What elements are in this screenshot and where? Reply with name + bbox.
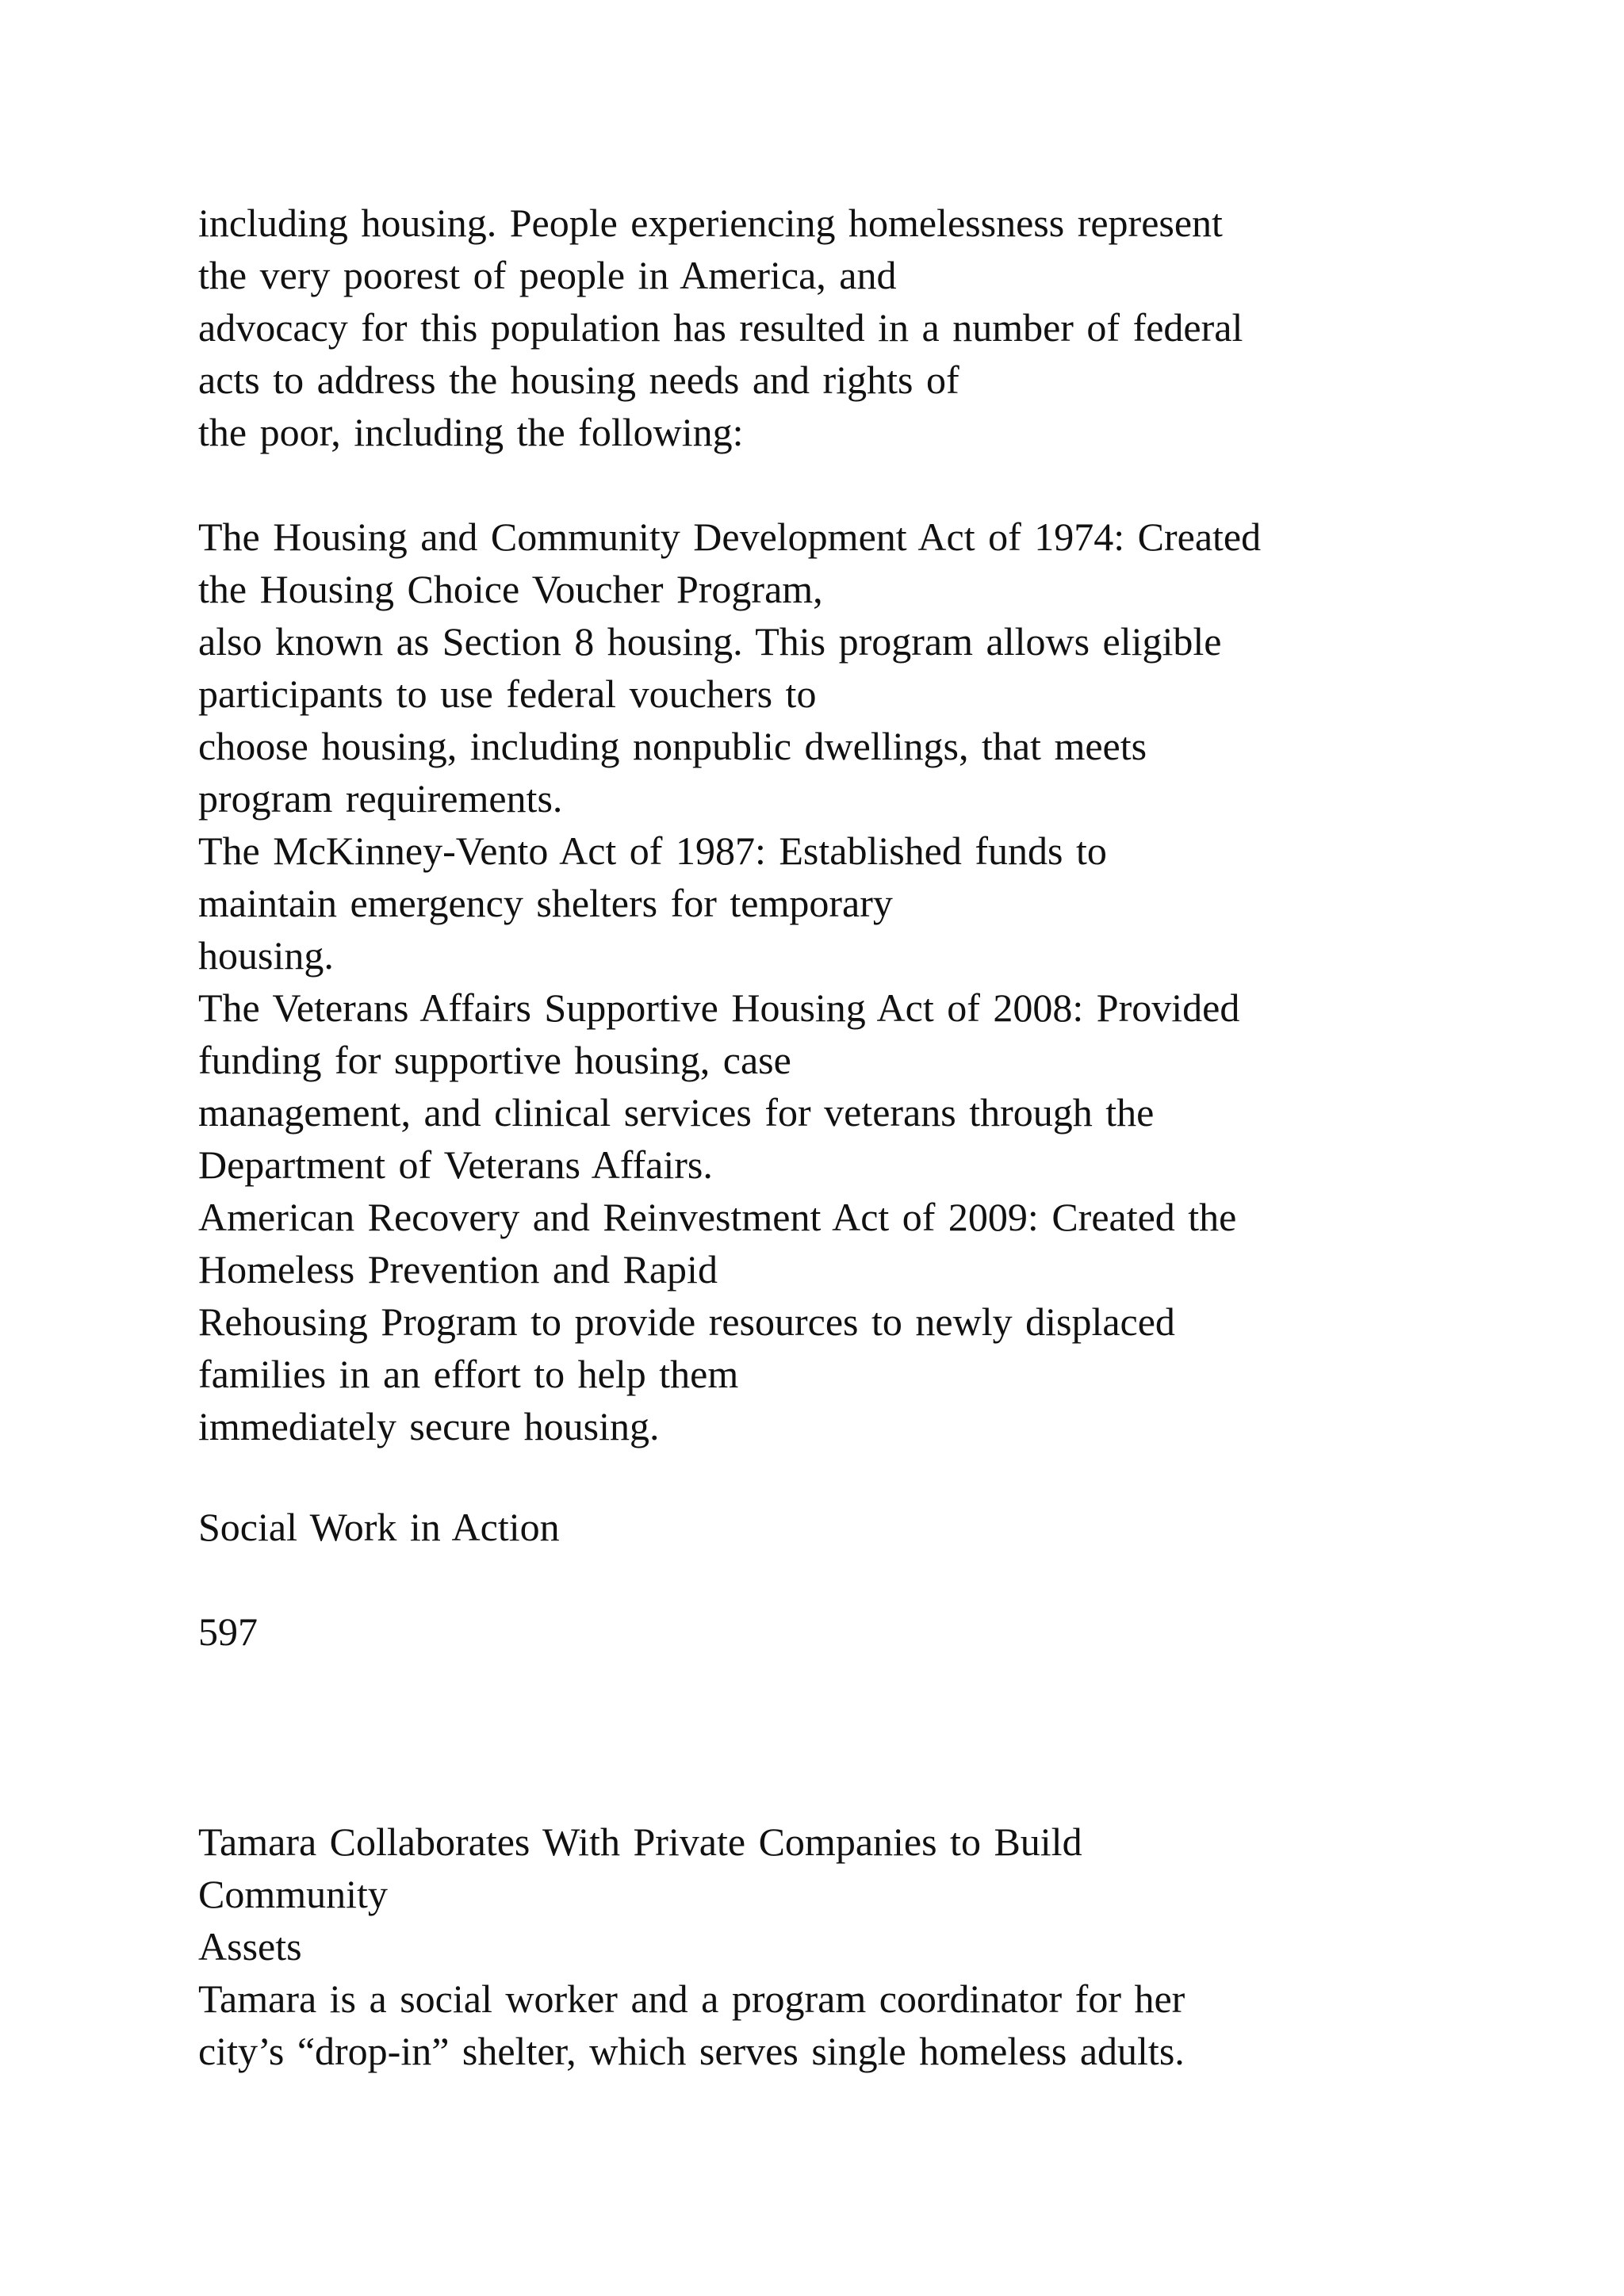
- act-line-6: program requirements.: [198, 776, 563, 821]
- act-line-2: the Housing Choice Voucher Program,: [198, 567, 823, 611]
- act-line-8: maintain emergency shelters for temporary: [198, 881, 893, 925]
- intro-line-5: the poor, including the following:: [198, 410, 744, 454]
- case-body-line-1: Tamara is a social worker and a program coordinator for her: [198, 1976, 1185, 2021]
- act-line-16: Rehousing Program to provide resources to newly displaced: [198, 1299, 1175, 1344]
- act-line-15: Homeless Prevention and Rapid: [198, 1247, 718, 1292]
- act-line-11: funding for supportive housing, case: [198, 1038, 791, 1082]
- act-line-3: also known as Section 8 housing. This program allows eligible: [198, 619, 1222, 664]
- act-line-18: immediately secure housing.: [198, 1404, 660, 1448]
- intro-line-3: advocacy for this population has resulted in a number of federal: [198, 305, 1243, 350]
- case-body-line-2: city’s “drop-in” shelter, which serves single homeless adults.: [198, 2029, 1185, 2073]
- case-title-line-2: Community: [198, 1872, 388, 1916]
- act-line-17: families in an effort to help them: [198, 1352, 739, 1396]
- act-line-14: American Recovery and Reinvestment Act of 2009: Created the: [198, 1195, 1237, 1239]
- act-line-10: The Veterans Affairs Supportive Housing Act of 2008: Provided: [198, 985, 1240, 1030]
- act-line-7: The McKinney-Vento Act of 1987: Established funds to: [198, 828, 1107, 873]
- act-line-13: Department of Veterans Affairs.: [198, 1142, 713, 1187]
- case-title-line-3: Assets: [198, 1924, 302, 1969]
- page-number: 597: [198, 1609, 258, 1654]
- act-line-1: The Housing and Community Development Act of 1974: Created: [198, 515, 1262, 559]
- intro-line-1: including housing. People experiencing homelessness represent: [198, 201, 1223, 245]
- act-line-4: participants to use federal vouchers to: [198, 672, 817, 716]
- intro-line-2: the very poorest of people in America, and: [198, 253, 897, 297]
- running-head: Social Work in Action: [198, 1505, 560, 1549]
- act-line-5: choose housing, including nonpublic dwellings, that meets: [198, 724, 1147, 768]
- act-line-12: management, and clinical services for veterans through the: [198, 1090, 1155, 1135]
- act-line-9: housing.: [198, 933, 334, 978]
- intro-line-4: acts to address the housing needs and rights of: [198, 358, 959, 402]
- case-title-line-1: Tamara Collaborates With Private Companies to Build: [198, 1820, 1082, 1864]
